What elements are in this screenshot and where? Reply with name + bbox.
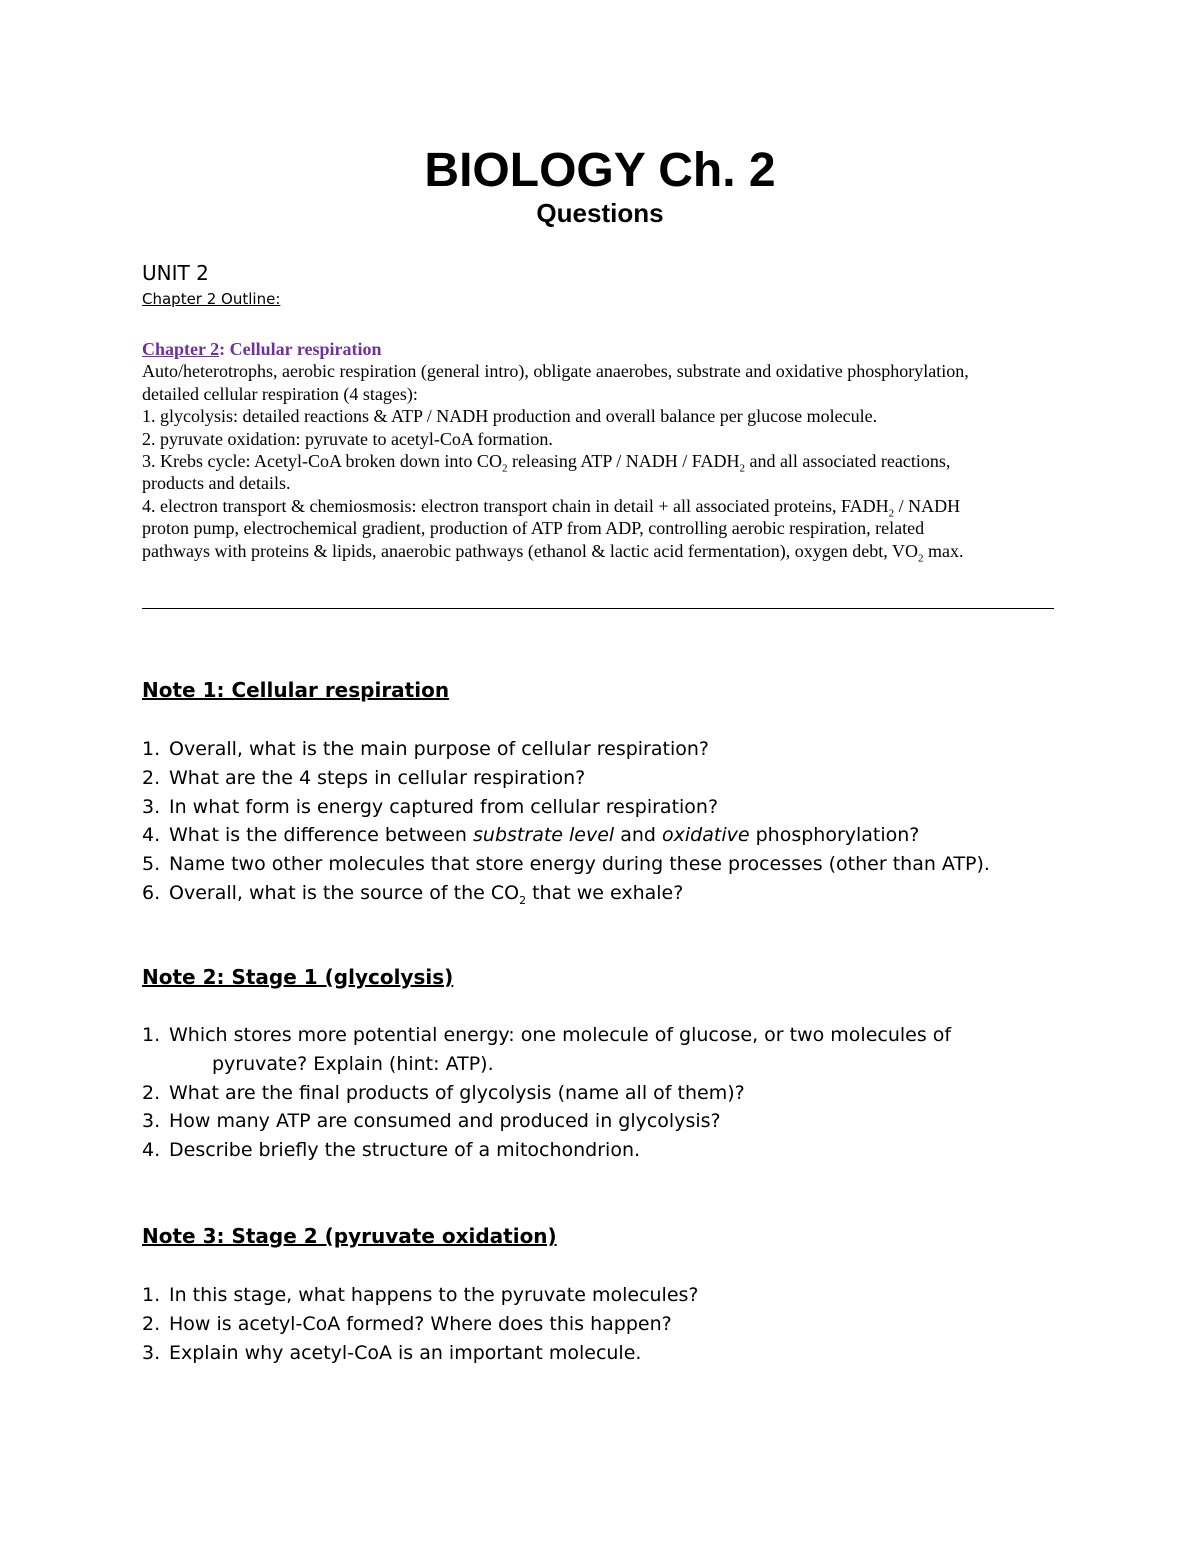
subscript: 2 (739, 462, 745, 475)
question-text: How is acetyl-CoA formed? Where does this happen? (169, 1312, 672, 1335)
question-item (142, 793, 1082, 822)
unit-label: UNIT 2 (142, 261, 209, 285)
question-number: 2. (142, 766, 161, 789)
question-number: 2. (142, 1081, 161, 1104)
subscript: 2 (519, 893, 527, 907)
question-item (142, 821, 1082, 850)
question-number: 1. (142, 1284, 161, 1306)
question-text: Which stores more potential energy: one molecule of glucose, or two molecules of (169, 1024, 952, 1046)
outline-line: 2. pyruvate oxidation: pyruvate to acetyl-CoA formation. (142, 428, 553, 449)
subscript: 2 (917, 552, 924, 565)
question-item (142, 1281, 1082, 1310)
outline-line: proton pump, electrochemical gradient, production of ATP from ADP, controlling aerobic respiration, related (142, 518, 925, 539)
note-section-3 (142, 1222, 1082, 1367)
question-number: 4. (142, 1139, 161, 1162)
outline-text: pathways with proteins & lipids, anaerobic pathways (ethanol & lactic acid fermentation), oxygen debt, VO (142, 540, 918, 561)
note-title: Note 2: Stage 1 (glycolysis) (142, 965, 454, 989)
question-text: What are the final products of glycolysis (name all of them)? (169, 1081, 745, 1104)
outline-text: and all associated reactions, (744, 451, 951, 472)
outline-line (142, 540, 1062, 565)
question-emphasis: oxidative (662, 824, 750, 847)
question-emphasis: substrate level (473, 824, 615, 847)
chapter-outline (142, 338, 1062, 565)
question-text: How many ATP are consumed and produced in glycolysis? (169, 1110, 721, 1133)
question-item (142, 1310, 1082, 1339)
question-text: What are the 4 steps in cellular respiration? (169, 766, 586, 789)
note-section-1 (142, 676, 1082, 908)
note-title: Note 1: Cellular respiration (142, 678, 450, 702)
question-text: that we exhale? (526, 881, 684, 904)
question-number: 6. (142, 881, 161, 904)
question-item (142, 1107, 1082, 1136)
outline-label: Chapter 2 Outline: (142, 290, 281, 308)
question-item (142, 1339, 1082, 1368)
question-list (142, 1021, 1082, 1165)
outline-line: products and details. (142, 473, 291, 494)
chapter-link[interactable]: Chapter 2 (142, 339, 220, 359)
question-text: Describe briefly the structure of a mitochondrion. (169, 1139, 641, 1162)
question-text: Name two other molecules that store energy during these processes (other than ATP). (169, 853, 990, 876)
question-text: Overall, what is the main purpose of cellular respiration? (169, 738, 709, 760)
question-item (142, 850, 1082, 879)
note-section-2 (142, 963, 1082, 1165)
question-item (142, 1136, 1082, 1165)
question-text: and (614, 824, 663, 847)
question-text: In what form is energy captured from cellular respiration? (169, 795, 719, 818)
note-title: Note 3: Stage 2 (pyruvate oxidation) (142, 1224, 557, 1248)
outline-text: max. (923, 540, 964, 561)
outline-text: 3. Krebs cycle: Acetyl-CoA broken down into CO (142, 451, 502, 472)
subscript: 2 (501, 462, 508, 475)
question-text: phosphorylation? (749, 824, 920, 847)
outline-line (142, 495, 1062, 520)
outline-text: / NADH (894, 495, 961, 516)
question-text: In this stage, what happens to the pyruvate molecules? (169, 1284, 699, 1306)
outline-line: Auto/heterotrophs, aerobic respiration (general intro), obligate anaerobes, substrate and oxidative phosphorylation, (142, 361, 969, 382)
question-text: What is the difference between (169, 824, 474, 847)
chapter-heading (142, 338, 1062, 360)
question-number: 1. (142, 738, 161, 760)
horizontal-divider (142, 608, 1054, 609)
subscript: 2 (888, 507, 895, 520)
outline-line: detailed cellular respiration (4 stages): (142, 383, 418, 404)
outline-line: 1. glycolysis: detailed reactions & ATP / NADH production and overall balance per glucose molecule. (142, 406, 878, 427)
question-item (142, 764, 1082, 793)
question-number: 2. (142, 1312, 161, 1335)
question-number: 5. (142, 853, 161, 876)
chapter-heading-text: : Cellular respiration (219, 339, 382, 359)
question-item (142, 1021, 1082, 1079)
question-number: 1. (142, 1024, 161, 1046)
outline-text: releasing ATP / NADH / FADH (507, 451, 740, 472)
page-title: BIOLOGY Ch. 2 (424, 144, 776, 197)
question-text: Overall, what is the source of the CO (169, 881, 520, 904)
question-number: 3. (142, 1110, 161, 1133)
outline-line (142, 450, 1062, 475)
question-number: 3. (142, 795, 161, 818)
question-list (142, 735, 1082, 908)
question-list (142, 1281, 1082, 1367)
question-text-continued: pyruvate? Explain (hint: ATP). (212, 1052, 494, 1075)
question-number: 3. (142, 1341, 161, 1364)
question-item (142, 879, 1082, 908)
outline-text: 4. electron transport & chemiosmosis: electron transport chain in detail + all associated proteins, FADH (142, 495, 889, 516)
question-number: 4. (142, 824, 161, 847)
page-subtitle: Questions (536, 198, 664, 228)
question-item (142, 735, 1082, 764)
question-item (142, 1079, 1082, 1108)
question-text: Explain why acetyl-CoA is an important molecule. (169, 1341, 642, 1364)
